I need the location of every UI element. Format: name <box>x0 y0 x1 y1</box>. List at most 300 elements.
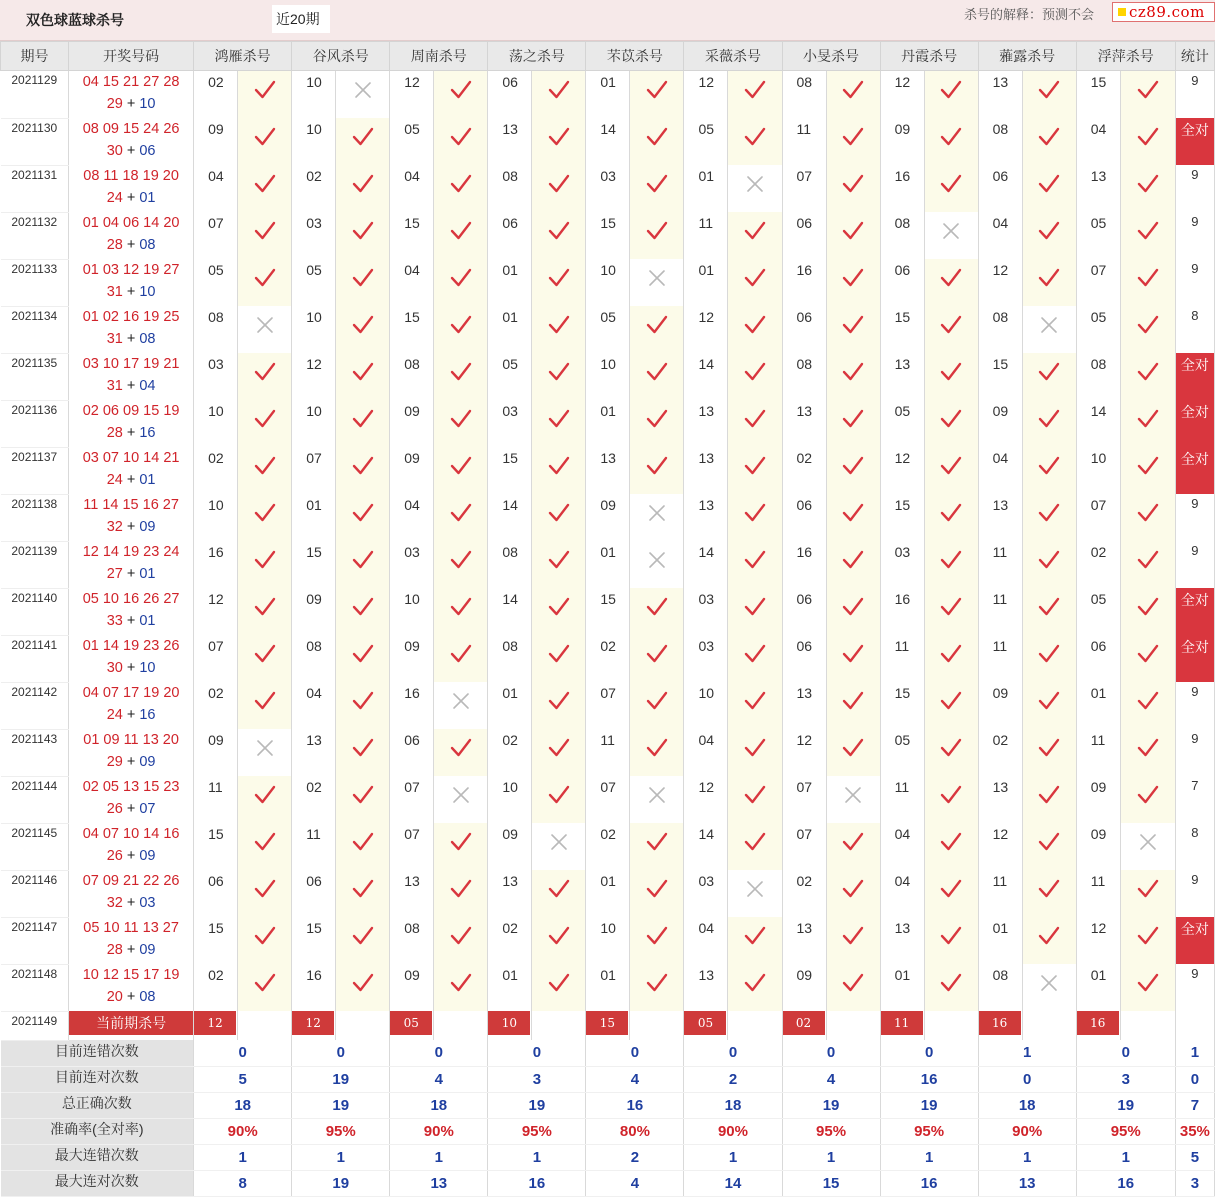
red-ball-last: 31 <box>106 378 123 394</box>
check-icon <box>646 831 668 853</box>
check-icon <box>744 925 766 947</box>
ball-line-2 <box>69 234 193 256</box>
result-correct <box>924 259 978 306</box>
kill-number: 08 <box>978 118 1022 165</box>
check-icon <box>842 455 864 477</box>
result-correct <box>434 964 488 1011</box>
red-balls: 08 11 18 19 20 <box>83 168 179 184</box>
kill-number: 06 <box>782 306 826 353</box>
result-wrong <box>434 776 488 823</box>
ball-line-2 <box>69 281 193 303</box>
kill-number: 15 <box>390 212 434 259</box>
result-correct <box>826 964 880 1011</box>
table-row <box>1 870 1215 917</box>
summary-label: 准确率(全对率) <box>1 1118 194 1144</box>
result-correct <box>924 494 978 541</box>
kill-number: 13 <box>684 447 728 494</box>
result-correct <box>924 71 978 119</box>
site-logo[interactable] <box>1112 2 1215 22</box>
kill-number: 04 <box>978 447 1022 494</box>
check-icon <box>842 361 864 383</box>
check-icon <box>548 173 570 195</box>
result-correct <box>532 353 586 400</box>
red-ball-last: 32 <box>106 895 123 911</box>
result-correct <box>1022 776 1076 823</box>
period-id: 2021138 <box>1 494 69 541</box>
period-id: 2021148 <box>1 964 69 1011</box>
check-icon <box>450 455 472 477</box>
kill-number: 15 <box>488 447 532 494</box>
kill-number: 09 <box>292 588 336 635</box>
check-icon <box>352 314 374 336</box>
summary-value: 95% <box>1076 1118 1175 1144</box>
kill-number: 11 <box>978 541 1022 588</box>
result-wrong <box>434 682 488 729</box>
result-correct <box>532 964 586 1011</box>
ball-line-2 <box>69 93 193 115</box>
plus-sign: + <box>122 378 140 394</box>
result-correct <box>728 212 782 259</box>
cross-icon <box>744 173 766 195</box>
red-balls: 04 15 21 27 28 <box>82 74 180 90</box>
blue-ball: 16 <box>139 425 156 441</box>
result-correct <box>728 447 782 494</box>
check-icon <box>744 596 766 618</box>
result-correct <box>728 306 782 353</box>
result-correct <box>630 71 684 119</box>
check-icon <box>1137 79 1159 101</box>
result-correct <box>532 870 586 917</box>
result-correct <box>336 917 390 964</box>
check-icon <box>1137 361 1159 383</box>
cross-icon <box>646 784 668 806</box>
check-icon <box>842 79 864 101</box>
result-correct <box>532 165 586 212</box>
check-icon <box>842 643 864 665</box>
result-correct <box>1022 635 1076 682</box>
result-correct <box>924 306 978 353</box>
kill-number: 12 <box>880 71 924 119</box>
current-kill-badge: 05 <box>390 1011 432 1035</box>
result-correct <box>238 917 292 964</box>
kill-number: 04 <box>292 682 336 729</box>
result-correct <box>1120 306 1175 353</box>
red-ball-last: 29 <box>106 96 123 112</box>
result-correct <box>434 165 488 212</box>
current-kill-badge: 16 <box>1077 1011 1119 1035</box>
plus-sign: + <box>122 96 140 112</box>
draw-numbers <box>69 447 194 494</box>
current-kill-cell <box>390 1011 434 1040</box>
spacer <box>826 1011 880 1040</box>
result-correct <box>728 964 782 1011</box>
check-icon <box>842 314 864 336</box>
red-balls: 01 02 16 19 25 <box>82 309 180 325</box>
summary-value: 16 <box>488 1170 586 1196</box>
kill-number: 08 <box>880 212 924 259</box>
kill-number: 01 <box>1076 682 1120 729</box>
check-icon <box>842 690 864 712</box>
check-icon <box>254 878 276 900</box>
check-icon <box>352 361 374 383</box>
result-correct <box>1022 541 1076 588</box>
cross-icon <box>940 220 962 242</box>
kill-number: 16 <box>292 964 336 1011</box>
column-header: 芣苡杀号 <box>586 42 684 71</box>
result-correct <box>434 118 488 165</box>
kill-number: 01 <box>684 165 728 212</box>
column-header: 谷风杀号 <box>292 42 390 71</box>
spacer <box>434 1011 488 1040</box>
result-correct <box>434 823 488 870</box>
check-icon <box>842 596 864 618</box>
plus-sign: + <box>122 143 140 159</box>
current-kill-badge: 10 <box>488 1011 530 1035</box>
period-id: 2021144 <box>1 776 69 823</box>
kill-number: 09 <box>586 494 630 541</box>
result-correct <box>238 964 292 1011</box>
check-icon <box>1137 643 1159 665</box>
table-header-row <box>1 42 1215 71</box>
page-title: 双色球蓝球杀号 <box>26 12 124 28</box>
kill-number: 08 <box>978 964 1022 1011</box>
column-header: 蕥露杀号 <box>978 42 1076 71</box>
check-icon <box>1137 173 1159 195</box>
result-correct <box>238 71 292 119</box>
check-icon <box>1038 643 1060 665</box>
table-row <box>1 447 1215 494</box>
check-icon <box>646 925 668 947</box>
plus-sign: + <box>122 425 140 441</box>
period-id: 2021146 <box>1 870 69 917</box>
red-balls: 05 10 16 26 27 <box>82 591 180 607</box>
ball-line-2 <box>69 563 193 585</box>
check-icon <box>450 549 472 571</box>
summary-value: 0 <box>1175 1066 1214 1092</box>
check-icon <box>1038 737 1060 759</box>
draw-numbers <box>69 71 194 119</box>
cross-icon <box>548 831 570 853</box>
check-icon <box>646 79 668 101</box>
current-kill-label-cell <box>69 1011 194 1040</box>
current-kill-badge: 15 <box>586 1011 628 1035</box>
result-correct <box>1120 682 1175 729</box>
result-correct <box>238 400 292 447</box>
check-icon <box>1038 831 1060 853</box>
result-wrong <box>1022 306 1076 353</box>
kill-number: 06 <box>390 729 434 776</box>
kill-number: 09 <box>1076 776 1120 823</box>
blue-ball: 10 <box>139 284 156 300</box>
row-stat: 8 <box>1175 823 1214 870</box>
kill-number: 01 <box>586 71 630 119</box>
current-kill-cell <box>586 1011 630 1040</box>
summary-value: 14 <box>684 1170 782 1196</box>
check-icon <box>940 173 962 195</box>
result-wrong <box>728 870 782 917</box>
result-correct <box>336 541 390 588</box>
result-correct <box>1120 588 1175 635</box>
summary-value: 95% <box>292 1118 390 1144</box>
kill-number: 02 <box>1076 541 1120 588</box>
check-icon <box>352 455 374 477</box>
kill-number: 10 <box>194 400 238 447</box>
kill-number: 09 <box>390 447 434 494</box>
check-icon <box>450 878 472 900</box>
kill-number: 01 <box>880 964 924 1011</box>
table-row <box>1 259 1215 306</box>
check-icon <box>646 126 668 148</box>
kill-number: 07 <box>390 776 434 823</box>
row-stat: 9 <box>1175 964 1214 1011</box>
red-balls: 11 14 15 16 27 <box>83 497 179 513</box>
red-balls: 01 03 12 19 27 <box>82 262 180 278</box>
kill-number: 15 <box>390 306 434 353</box>
result-correct <box>434 870 488 917</box>
summary-value: 0 <box>978 1066 1076 1092</box>
result-correct <box>826 447 880 494</box>
row-stat: 全对 <box>1175 118 1214 165</box>
blue-ball: 01 <box>139 472 156 488</box>
current-kill-cell <box>782 1011 826 1040</box>
kill-number: 13 <box>782 400 826 447</box>
draw-numbers <box>69 682 194 729</box>
summary-value: 0 <box>684 1040 782 1066</box>
kill-number: 16 <box>880 588 924 635</box>
result-correct <box>1120 400 1175 447</box>
result-correct <box>336 588 390 635</box>
check-icon <box>1038 79 1060 101</box>
result-correct <box>238 870 292 917</box>
kill-explanation-note: 杀号的解释：预测不会 <box>964 7 1095 22</box>
check-icon <box>744 314 766 336</box>
period-id: 2021136 <box>1 400 69 447</box>
kill-number: 08 <box>390 917 434 964</box>
check-icon <box>1137 549 1159 571</box>
red-balls: 04 07 17 19 20 <box>82 685 180 701</box>
check-icon <box>254 455 276 477</box>
red-balls: 02 06 09 15 19 <box>82 403 180 419</box>
result-correct <box>434 447 488 494</box>
check-icon <box>352 784 374 806</box>
summary-value: 19 <box>292 1170 390 1196</box>
check-icon <box>842 831 864 853</box>
check-icon <box>254 361 276 383</box>
check-icon <box>940 549 962 571</box>
summary-row <box>1 1118 1215 1144</box>
summary-value: 2 <box>586 1144 684 1170</box>
red-balls: 02 05 13 15 23 <box>82 779 180 795</box>
result-correct <box>1022 729 1076 776</box>
check-icon <box>744 690 766 712</box>
kill-number: 02 <box>586 823 630 870</box>
plus-sign: + <box>122 331 140 347</box>
spacer <box>1175 1011 1214 1040</box>
kill-number: 03 <box>684 870 728 917</box>
result-wrong <box>238 306 292 353</box>
result-wrong <box>728 165 782 212</box>
kill-number: 16 <box>782 541 826 588</box>
result-correct <box>1120 964 1175 1011</box>
result-correct <box>924 400 978 447</box>
result-correct <box>826 917 880 964</box>
result-correct <box>630 588 684 635</box>
cross-icon <box>1137 831 1159 853</box>
draw-numbers <box>69 776 194 823</box>
row-stat: 9 <box>1175 494 1214 541</box>
result-correct <box>826 71 880 119</box>
summary-value: 1 <box>488 1144 586 1170</box>
red-balls: 01 09 11 13 20 <box>83 732 179 748</box>
kill-number: 01 <box>488 259 532 306</box>
result-correct <box>336 494 390 541</box>
summary-value: 1 <box>194 1144 292 1170</box>
kill-number: 11 <box>978 635 1022 682</box>
result-correct <box>826 306 880 353</box>
check-icon <box>352 126 374 148</box>
result-correct <box>826 635 880 682</box>
check-icon <box>1137 502 1159 524</box>
kill-number: 15 <box>292 541 336 588</box>
ball-line-2 <box>69 704 193 726</box>
result-correct <box>630 964 684 1011</box>
kill-number: 07 <box>586 682 630 729</box>
check-icon <box>548 126 570 148</box>
check-icon <box>744 408 766 430</box>
check-icon <box>450 831 472 853</box>
check-icon <box>1038 361 1060 383</box>
result-correct <box>728 259 782 306</box>
result-correct <box>924 541 978 588</box>
result-correct <box>630 400 684 447</box>
check-icon <box>744 831 766 853</box>
summary-row <box>1 1170 1215 1196</box>
check-icon <box>450 314 472 336</box>
check-icon <box>352 502 374 524</box>
kill-number: 16 <box>194 541 238 588</box>
check-icon <box>940 878 962 900</box>
row-stat: 全对 <box>1175 400 1214 447</box>
check-icon <box>1137 267 1159 289</box>
blue-ball: 01 <box>139 613 156 629</box>
summary-value: 1 <box>684 1144 782 1170</box>
kill-number: 09 <box>978 682 1022 729</box>
red-ball-last: 24 <box>106 472 123 488</box>
ball-line-2 <box>69 892 193 914</box>
result-correct <box>532 447 586 494</box>
blue-ball: 10 <box>139 660 156 676</box>
summary-value: 1 <box>292 1144 390 1170</box>
kill-number: 02 <box>782 447 826 494</box>
check-icon <box>450 972 472 994</box>
red-ball-last: 29 <box>106 754 123 770</box>
check-icon <box>940 831 962 853</box>
row-stat: 9 <box>1175 71 1214 119</box>
result-correct <box>434 729 488 776</box>
draw-numbers <box>69 588 194 635</box>
summary-value: 13 <box>390 1170 488 1196</box>
result-correct <box>336 259 390 306</box>
red-balls: 01 14 19 23 26 <box>82 638 180 654</box>
summary-value: 95% <box>488 1118 586 1144</box>
check-icon <box>352 690 374 712</box>
period-selector[interactable]: 近20期 <box>272 5 330 33</box>
check-icon <box>1137 126 1159 148</box>
current-kill-badge: 12 <box>194 1011 236 1035</box>
summary-value: 2 <box>684 1066 782 1092</box>
result-correct <box>238 259 292 306</box>
plus-sign: + <box>122 472 140 488</box>
check-icon <box>548 878 570 900</box>
check-icon <box>352 173 374 195</box>
check-icon <box>646 737 668 759</box>
kill-number: 02 <box>194 682 238 729</box>
result-correct <box>728 118 782 165</box>
kill-number: 02 <box>782 870 826 917</box>
kill-number: 01 <box>488 682 532 729</box>
result-correct <box>532 588 586 635</box>
period-id: 2021131 <box>1 165 69 212</box>
draw-numbers <box>69 870 194 917</box>
kill-number: 07 <box>194 635 238 682</box>
kill-number: 08 <box>782 353 826 400</box>
period-id: 2021135 <box>1 353 69 400</box>
result-correct <box>1022 118 1076 165</box>
red-ball-last: 26 <box>106 801 123 817</box>
result-correct <box>826 212 880 259</box>
result-correct <box>1120 447 1175 494</box>
kill-number: 09 <box>390 964 434 1011</box>
kill-number: 04 <box>1076 118 1120 165</box>
plus-sign: + <box>122 707 140 723</box>
result-correct <box>336 165 390 212</box>
kill-number: 04 <box>880 823 924 870</box>
result-wrong <box>826 776 880 823</box>
kill-number: 13 <box>782 682 826 729</box>
column-header: 荡之杀号 <box>488 42 586 71</box>
result-wrong <box>336 71 390 119</box>
kill-number: 06 <box>1076 635 1120 682</box>
kill-number: 15 <box>292 917 336 964</box>
red-balls: 12 14 19 23 24 <box>82 544 180 560</box>
result-correct <box>826 118 880 165</box>
check-icon <box>352 643 374 665</box>
kill-number: 04 <box>194 165 238 212</box>
table-row <box>1 212 1215 259</box>
result-correct <box>532 259 586 306</box>
result-correct <box>238 353 292 400</box>
check-icon <box>744 126 766 148</box>
cross-icon <box>450 690 472 712</box>
result-correct <box>238 823 292 870</box>
result-correct <box>336 118 390 165</box>
summary-row <box>1 1040 1215 1066</box>
summary-value: 1 <box>1175 1040 1214 1066</box>
draw-numbers <box>69 964 194 1011</box>
current-kill-badge: 12 <box>292 1011 334 1035</box>
kill-number: 10 <box>292 400 336 447</box>
result-correct <box>630 635 684 682</box>
summary-value: 1 <box>782 1144 880 1170</box>
kill-number: 11 <box>782 118 826 165</box>
result-correct <box>336 682 390 729</box>
table-row <box>1 494 1215 541</box>
summary-value: 4 <box>390 1066 488 1092</box>
kill-number: 05 <box>488 353 532 400</box>
result-correct <box>1120 165 1175 212</box>
check-icon <box>352 831 374 853</box>
kill-number: 12 <box>978 823 1022 870</box>
